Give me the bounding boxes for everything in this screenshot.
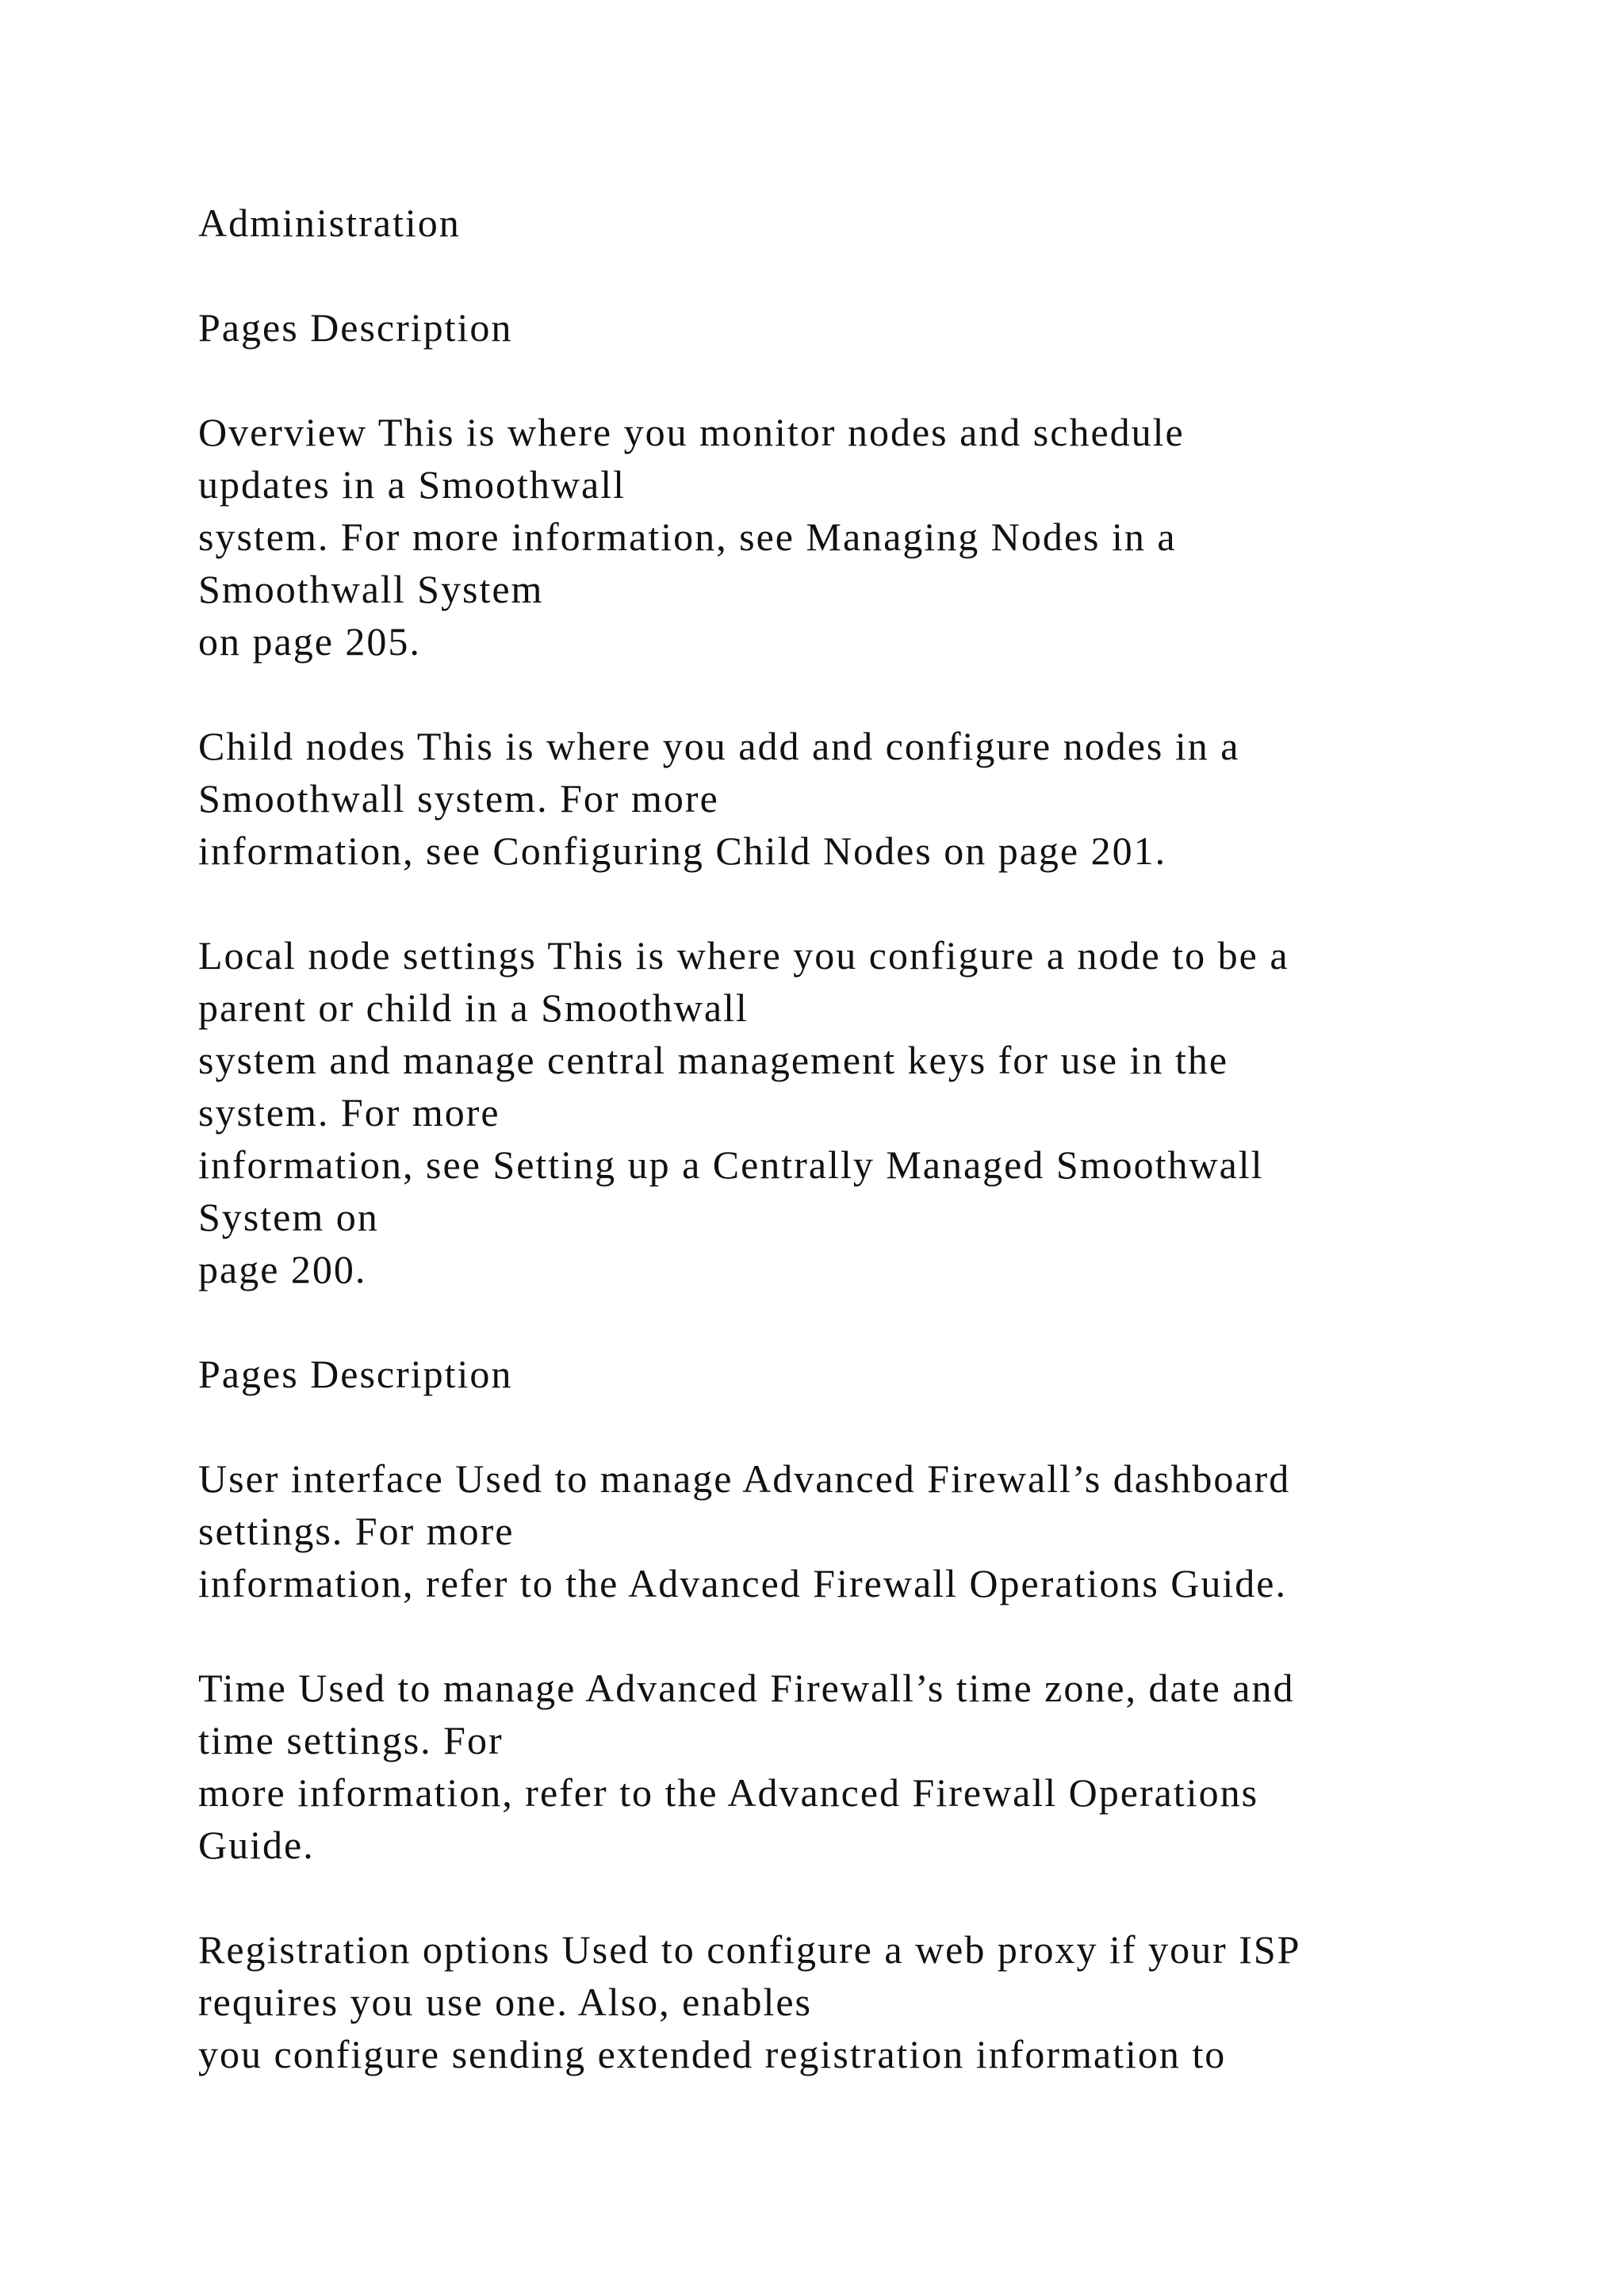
entry-line: system. For more information, see Managing Nodes in a	[198, 515, 1177, 559]
paragraph-gap	[198, 249, 1499, 301]
entry-time	[198, 1662, 1499, 1871]
entry-line: system and manage central management keys for use in the	[198, 1038, 1229, 1082]
table-header: Pages Description	[198, 305, 513, 350]
entry-line: System on	[198, 1195, 379, 1239]
entry-registration-options	[198, 1923, 1499, 2080]
entry-user-interface	[198, 1452, 1499, 1609]
entry-line: more information, refer to the Advanced Firewall Operations	[198, 1770, 1259, 1815]
entry-line: information, see Setting up a Centrally Managed Smoothwall	[198, 1142, 1264, 1187]
paragraph-gap	[198, 1295, 1499, 1348]
entry-line: Smoothwall system. For more	[198, 776, 719, 821]
entry-line: Overview This is where you monitor nodes and schedule	[198, 410, 1185, 454]
paragraph-gap	[198, 1609, 1499, 1662]
paragraph-gap	[198, 1400, 1499, 1452]
entry-line: parent or child in a Smoothwall	[198, 985, 749, 1030]
entry-line: Child nodes This is where you add and configure nodes in a	[198, 724, 1240, 768]
document-heading: Administration	[198, 201, 461, 245]
entry-line: on page 205.	[198, 619, 421, 664]
entry-child-nodes	[198, 720, 1499, 877]
entry-line: information, refer to the Advanced Firewall Operations Guide.	[198, 1561, 1288, 1605]
paragraph-gap	[198, 877, 1499, 929]
document-body	[198, 197, 1499, 2080]
entry-line: time settings. For	[198, 1718, 504, 1762]
entry-line: system. For more	[198, 1090, 500, 1135]
entry-line: Guide.	[198, 1823, 315, 1867]
entry-line: settings. For more	[198, 1509, 515, 1553]
entry-line: information, see Configuring Child Nodes on page 201.	[198, 828, 1167, 873]
paragraph-gap	[198, 668, 1499, 720]
entry-line: Registration options Used to configure a web proxy if your ISP	[198, 1927, 1301, 1972]
entry-line: you configure sending extended registration information to	[198, 2032, 1227, 2076]
entry-line: requires you use one. Also, enables	[198, 1980, 813, 2024]
table-header: Pages Description	[198, 1352, 513, 1396]
paragraph-gap	[198, 354, 1499, 406]
entry-line: updates in a Smoothwall	[198, 462, 626, 507]
entry-line: Time Used to manage Advanced Firewall’s time zone, date and	[198, 1666, 1295, 1710]
entry-local-node-settings	[198, 929, 1499, 1295]
entry-line: Local node settings This is where you configure a node to be a	[198, 933, 1289, 978]
entry-overview	[198, 406, 1499, 668]
entry-line: page 200.	[198, 1247, 367, 1292]
entry-line: User interface Used to manage Advanced Firewall’s dashboard	[198, 1456, 1291, 1501]
paragraph-gap	[198, 1871, 1499, 1923]
entry-line: Smoothwall System	[198, 567, 544, 611]
